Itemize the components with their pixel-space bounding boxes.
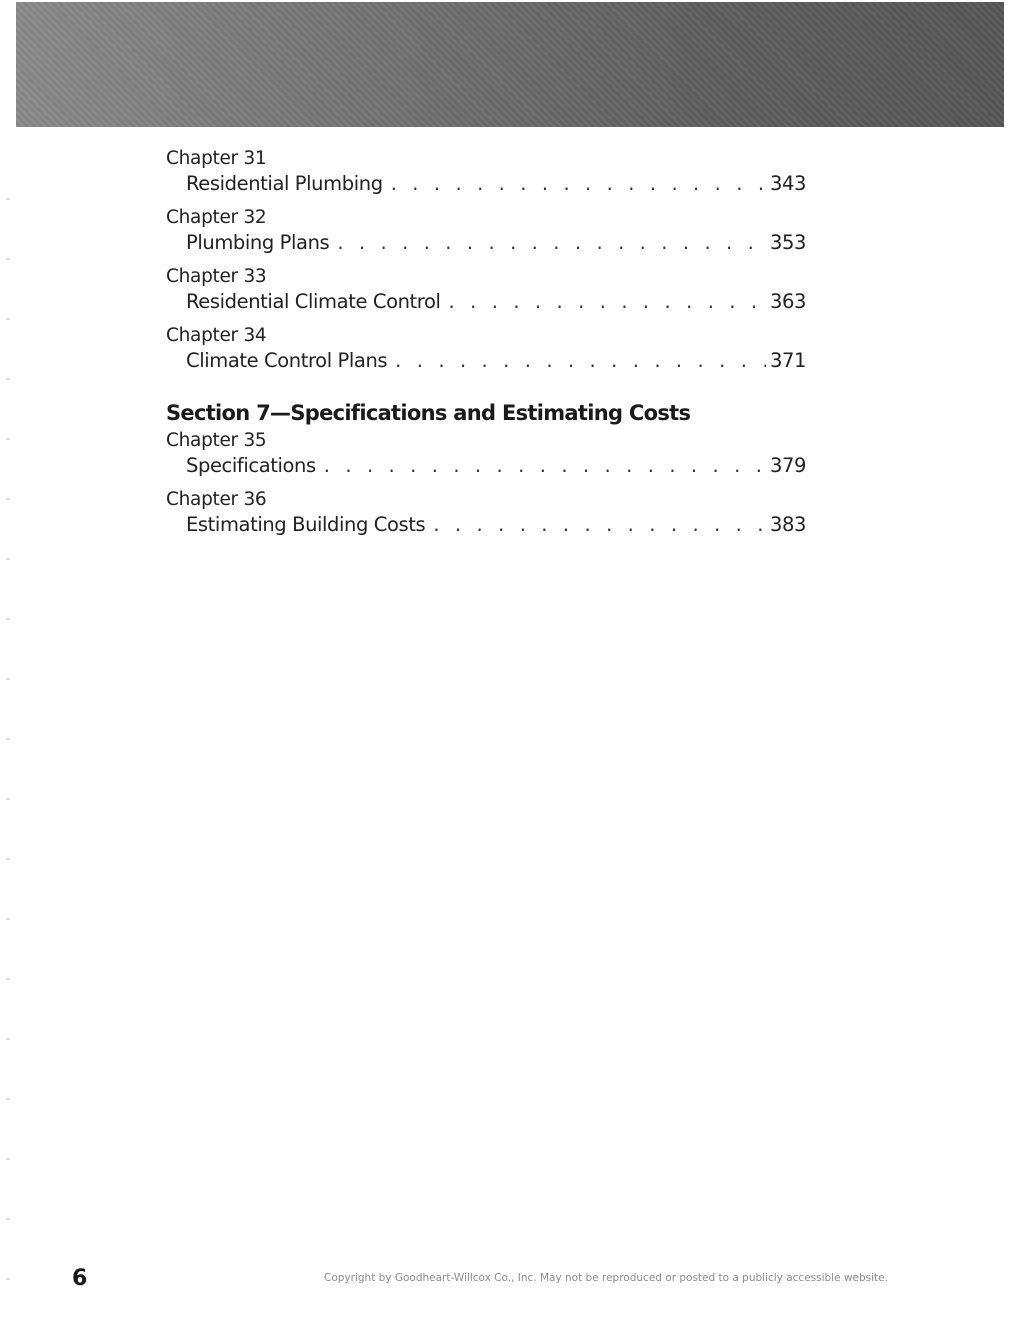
chapter-title-row <box>186 171 806 197</box>
page-ref: 371 <box>769 349 806 372</box>
page-ref: 383 <box>769 513 806 536</box>
chapter-label: Chapter 31 <box>166 148 267 169</box>
dot-leader <box>337 230 766 256</box>
chapter-title-row <box>186 453 806 479</box>
chapter-label: Chapter 32 <box>166 207 267 228</box>
page-ref: 379 <box>769 454 806 477</box>
toc-entry-chapter-31[interactable] <box>166 147 806 197</box>
page-number: 6 <box>72 1266 88 1291</box>
chapter-title: Plumbing Plans <box>186 231 330 254</box>
chapter-label: Chapter 35 <box>166 430 267 451</box>
table-of-contents <box>166 147 806 547</box>
dot-leader <box>449 289 766 315</box>
chapter-label: Chapter 34 <box>166 325 267 346</box>
section-heading: Section 7—Specifications and Estimating Costs <box>166 401 691 425</box>
page-ref: 343 <box>769 172 806 195</box>
toc-entry-chapter-35[interactable] <box>166 429 806 479</box>
toc-entry-chapter-33[interactable] <box>166 265 806 315</box>
dot-leader <box>324 453 766 479</box>
chapter-title: Specifications <box>186 454 316 477</box>
header-banner <box>16 2 1004 127</box>
toc-entry-chapter-32[interactable] <box>166 206 806 256</box>
chapter-title-row <box>186 512 806 538</box>
chapter-title: Residential Plumbing <box>186 172 383 195</box>
chapter-title-row <box>186 230 806 256</box>
chapter-title: Residential Climate Control <box>186 290 441 313</box>
page-ref: 353 <box>769 231 806 254</box>
chapter-title-row <box>186 289 806 315</box>
toc-entry-chapter-34[interactable] <box>166 324 806 374</box>
chapter-title: Climate Control Plans <box>186 349 388 372</box>
toc-entry-chapter-36[interactable] <box>166 488 806 538</box>
dot-leader <box>391 171 766 197</box>
chapter-title-row <box>186 348 806 374</box>
dot-leader <box>395 348 766 374</box>
dot-leader <box>433 512 766 538</box>
scan-edge-marks <box>6 140 10 1280</box>
chapter-label: Chapter 36 <box>166 489 267 510</box>
chapter-title: Estimating Building Costs <box>186 513 426 536</box>
page-ref: 363 <box>769 290 806 313</box>
chapter-label: Chapter 33 <box>166 266 267 287</box>
copyright-notice: Copyright by Goodheart-Willcox Co., Inc. May not be reproduced or posted to a publicly accessible website. <box>324 1272 888 1284</box>
